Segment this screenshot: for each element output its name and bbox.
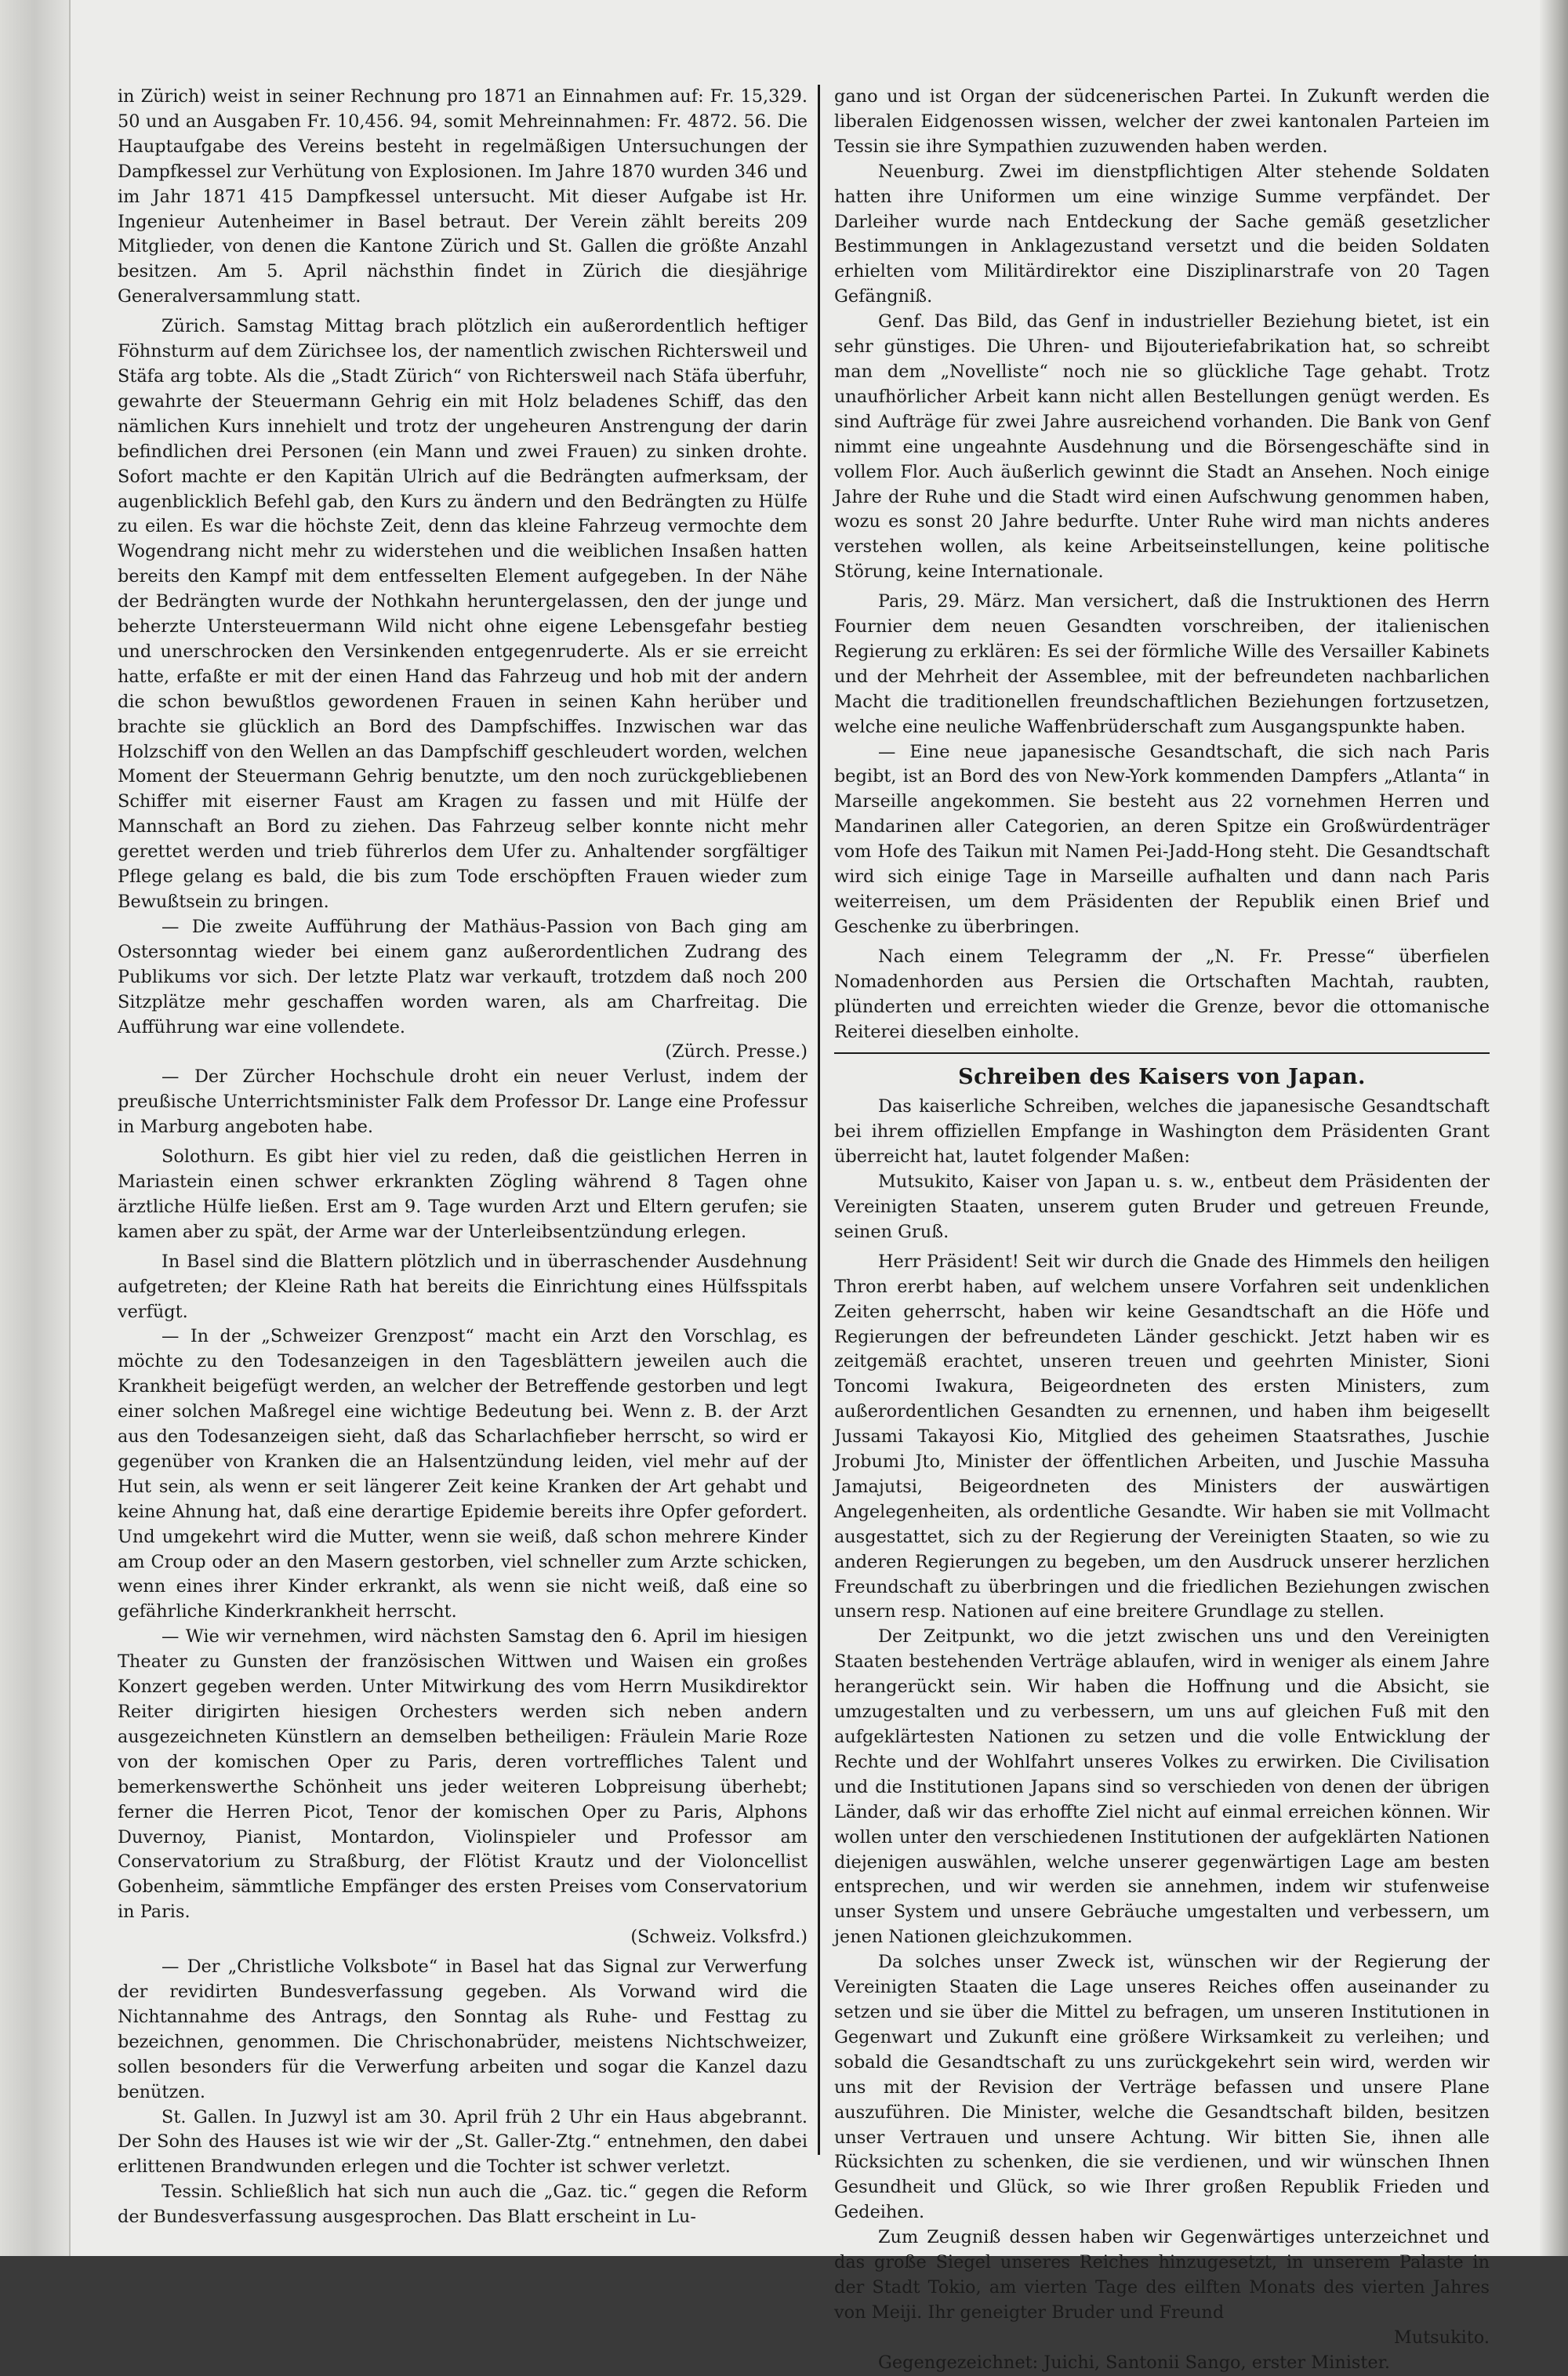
left-paragraph-11: Tessin. Schließlich hat sich nun auch die „Gaz. tic.“ gegen die Reform der Bundesverfassung ausgesprochen. Das Blatt erscheint in Lu- — [118, 2182, 808, 2228]
right-paragraph-3: Genf. Das Bild, das Genf in industrieller Beziehung bietet, ist ein sehr günstiges. Die Uhren- und Bijouteriefabrikation hat, so schreibt man dem „Novelliste“ noch nie so glückliche Tage gehabt. Trotz unaufhörlicher Arbeit kann nicht allen Bestellungen genügt werden. Es sind Aufträge für zwei Jahre ausreichend vorhanden. Die Bank von Genf nimmt eine ungeahnte Ausdehnung und die Börsengeschäfte sind in vollem Flor. Auch äußerlich gewinnt die Stadt an Ansehen. Noch einige Jahre der Ruhe und die Stadt wird einen Aufschwung genommen haben, wozu es sonst 20 Jahre bedurfte. Unter Ruhe wird man nichts anderes verstehen wollen, als keine Arbeitseinstellungen, keine politische Störung, keine Internationale. — [834, 311, 1490, 583]
left-paragraph-4: — Der Zürcher Hochschule droht ein neuer Verlust, indem der preußische Unterrichtsminister Falk dem Professor Dr. Lange eine Professur in Marburg angeboten habe. — [118, 1066, 808, 1138]
right-paragraph-6: Nach einem Telegramm der „N. Fr. Presse“ überfielen Nomadenhorden aus Persien die Ortschaften Machtah, raubten, plünderten und erreichten wieder die Grenze, bevor die ottomanische Reiterei dieselben einholte. — [834, 946, 1490, 1042]
left-paragraph-9: — Der „Christliche Volksbote“ in Basel hat das Signal zur Verwerfung der revidirten Bundesverfassung gegeben. Als Vorwand wird die Nichtannahme des Antrags, den Sonntag als Ruhe- und Festtag zu bezeichnen, genommen. Die Chrischonabrüder, meistens Nichtschweizer, sollen besonders für die Verwerfung arbeiten und sogar die Kanzel dazu benützen. — [118, 1956, 808, 2102]
right-paragraph-2: Neuenburg. Zwei im dienstpflichtigen Alter stehende Soldaten hatten ihre Uniformen um eine winzige Summe verpfändet. Der Darleiher wurde nach Entdeckung der Sache gemäß gesetzlicher Bestimmungen in Anklagezustand versetzt und die beiden Soldaten erhielten vom Militärdirektor eine Disziplinarstrafe von 20 Tagen Gefängniß. — [834, 161, 1490, 307]
letter-intro: Das kaiserliche Schreiben, welches die japanesische Gesandtschaft bei ihrem offiziellen Empfange in Washington dem Präsidenten Grant überreicht hat, lautet folgender Maßen: — [834, 1096, 1490, 1168]
left-paragraph-10: St. Gallen. In Juzwyl ist am 30. April früh 2 Uhr ein Haus abgebrannt. Der Sohn des Hauses ist wie wir der „St. Galler-Ztg.“ entnehmen, den dabei erlittenen Brandwunden erlegen und die Tochter ist schwer verletzt. — [118, 2106, 808, 2178]
letter-signature: Mutsukito. — [1393, 2327, 1490, 2348]
left-paragraph-5: Solothurn. Es gibt hier viel zu reden, daß die geistlichen Herren in Mariastein einen schwer erkrankten Zögling während 8 Tagen ohne ärztliche Hülfe ließen. Erst am 9. Tage wurden Arzt und Eltern gerufen; sie kamen aber zu spät, der Arme war der Unterleibsentzündung erlegen. — [118, 1146, 808, 1242]
letter-body-1: Herr Präsident! Seit wir durch die Gnade des Himmels den heiligen Thron ererbt haben, auf welchem unsere Vorfahren seit undenklichen Zeiten geherrscht, haben wir keine Gesandtschaft an die Höfe und Regierungen der befreundeten Länder geschickt. Jetzt haben wir es zeitgemäß erachtet, unseren treuen und geehrten Minister, Sioni Toncomi Iwakura, Beigeordneten des ersten Ministers, zum außerordentlichen Gesandten zu ernennen, und haben ihm beigesellt Jussami Takayosi Kio, Mitglied des geheimen Staatsrathes, Juschie Jrobumi Jto, Minister der öffentlichen Arbeiten, und Juschie Massuha Jamajutsi, Beigeordneten des Ministers der auswärtigen Angelegenheiten, als ordentliche Gesandte. Wir haben sie mit Vollmacht ausgestattet, sich zu der Regierung der Vereinigten Staaten, so wie zu anderen Regierungen zu begeben, um den Ausdruck unserer herzlichen Freundschaft zu überbringen und die friedlichen Beziehungen zwischen unsern resp. Nationen auf eine breitere Grundlage zu stellen. — [834, 1251, 1490, 1622]
left-paragraph-1: in Zürich) weist in seiner Rechnung pro 1871 an Einnahmen auf: Fr. 15,329. 50 und an Ausgaben Fr. 10,456. 94, somit Mehreinnahmen: Fr. 4872. 56. Die Hauptaufgabe des Vereins besteht in regelmäßigen Untersuchungen der Dampfkessel zur Verhütung von Explosionen. Im Jahre 1870 wurden 346 und im Jahr 1871 415 Dampfkessel untersucht. Mit dieser Aufgabe ist Hr. Ingenieur Autenheimer in Basel betraut. Der Verein zählt bereits 209 Mitglieder, von denen die Kantone Zürich und St. Gallen die größte Anzahl besitzen. Am 5. April nächsthin findet in Zürich die diesjährige Generalversammlung statt. — [118, 86, 808, 307]
letter-countersign: Gegengezeichnet: Juichi, Santonii Sango, erster Minister. — [878, 2352, 1391, 2373]
letter-closing: Zum Zeugniß dessen haben wir Gegenwärtiges unterzeichnet und das große Siegel unseres Reiches hinzugesetzt, in unserem Palaste in der Stadt Tokio, am vierten Tage des eilften Monats des vierten Jahres von Meiji. Ihr geneigter Bruder und Freund — [834, 2227, 1490, 2323]
left-column — [118, 85, 808, 2233]
right-paragraph-5: — Eine neue japanesische Gesandtschaft, die sich nach Paris begibt, ist an Bord des von New-York kommenden Dampfers „Atlanta“ in Marseille angekommen. Sie besteht aus 22 vornehmen Herren und Mandarinen aller Categorien, an deren Spitze ein Großwürdenträger vom Hofe des Taikun mit Namen Pei-Jadd-Hong steht. Die Gesandtschaft wird sich einige Tage in Marseille aufhalten und dann nach Paris weiterreisen, um dem Präsidenten der Republik einen Brief und Geschenke zu überbringen. — [834, 741, 1490, 937]
right-paragraph-1: gano und ist Organ der südcenerischen Partei. In Zukunft werden die liberalen Eidgenossen wissen, welcher der zwei kantonalen Parteien im Tessin sie ihre Sympathien zuzuwenden haben werden. — [834, 86, 1490, 157]
right-column — [834, 85, 1490, 2373]
left-paragraph-3: — Die zweite Aufführung der Mathäus-Passion von Bach ging am Ostersonntag wieder bei einem ganz außerordentlichen Zudrang des Publikums vor sich. Der letzte Platz war verkauft, trotzdem daß noch 200 Sitzplätze mehr geschaffen worden waren, als am Charfreitag. Die Aufführung war eine vollendete. — [118, 916, 808, 1037]
left-paragraph-8: — Wie wir vernehmen, wird nächsten Samstag den 6. April im hiesigen Theater zu Gunsten der französischen Wittwen und Waisen ein großes Konzert gegeben werden. Unter Mitwirkung des vom Herrn Musikdirektor Reiter dirigirten hiesigen Orchesters werden sich neben andern ausgezeichneten Künstlern an demselben betheiligen: Fräulein Marie Roze von der komischen Oper zu Paris, deren vortreffliches Talent und bemerkenswerthe Schönheit uns jeder weiteren Lobpreisung überhebt; ferner die Herren Picot, Tenor der komischen Oper zu Paris, Alphons Duvernoy, Pianist, Montardon, Violinspieler und Professor am Conservatorium zu Straßburg, der Flötist Krautz und der Violoncellist Gobenheim, sämmtliche Empfänger des ersten Preises vom Conservatorium in Paris. — [118, 1626, 808, 1923]
left-paragraph-7: — In der „Schweizer Grenzpost“ macht ein Arzt den Vorschlag, es möchte zu den Todesanzeigen in den Tagesblättern jeweilen auch die Krankheit beigefügt werden, an welcher der Betreffende gestorben und legt einer solchen Maßregel eine wichtige Bedeutung bei. Wenn z. B. der Arzt aus den Todesanzeigen sieht, daß das Scharlachfieber herrscht, so wird er gegenüber von Kranken die an Halsentzündung leiden, viel mehr auf der Hut sein, als wenn er seit längerer Zeit keine Kranken der Art gehabt und keine Ahnung hat, daß eine derartige Epidemie bereits ihre Opfer gefordert. Und umgekehrt wird die Mutter, wenn sie weiß, daß schon mehrere Kinder am Croup oder an den Masern gestorben, viel schneller zum Arzte schicken, wenn eines ihrer Kinder erkrankt, als wenn sie nicht weiß, daß eine so gefährliche Kinderkrankheit herrscht. — [118, 1326, 808, 1622]
article-heading: Schreiben des Kaisers von Japan. — [958, 1065, 1366, 1090]
left-source-2: (Schweiz. Volksfrd.) — [630, 1927, 808, 1948]
right-paragraph-4: Paris, 29. März. Man versichert, daß die Instruktionen des Herrn Fournier dem neuen Gesandten vorschreiben, der italienischen Regierung zu erklären: Es sei der förmliche Wille des Versailler Kabinets und der Mehrheit der Assemblee, mit der befreundeten nachbarlichen Macht die traditionellen freundschaftlichen Beziehungen fortzusetzen, welche eine neuliche Waffenbrüderschaft zum Ausgangspunkte haben. — [834, 591, 1490, 737]
letter-body-2: Der Zeitpunkt, wo die jetzt zwischen uns und den Vereinigten Staaten bestehenden Verträge ablaufen, wird in weniger als einem Jahre herangerückt sein. Wir haben die Hoffnung und die Absicht, sie umzugestalten und zu verbessern, um uns auf gleichen Fuß mit den aufgeklärtesten Nationen zu setzen und die volle Entwicklung der Rechte und der Wohlfahrt unseres Volkes zu erwirken. Die Civilisation und die Institutionen Japans sind so verschieden von denen der übrigen Länder, daß wir das erhoffte Ziel nicht auf einmal erreichen können. Wir wollen unter den verschiedenen Institutionen der aufgeklärten Nationen diejenigen auswählen, welche unserer gegenwärtigen Lage am besten entsprechen, und wir werden sie annehmen, indem wir stufenweise unser System und unsere Gebräuche umgestalten und verbessern, um jenen Nationen gleichzukommen. — [834, 1626, 1490, 1948]
left-paragraph-6: In Basel sind die Blattern plötzlich und in überraschender Ausdehnung aufgetreten; der Kleine Rath hat bereits die Einrichtung eines Hülfsspitals verfügt. — [118, 1251, 808, 1322]
left-source-1: (Zürch. Presse.) — [665, 1041, 808, 1063]
section-rule — [834, 1052, 1490, 1054]
left-paragraph-2: Zürich. Samstag Mittag brach plötzlich ein außerordentlich heftiger Föhnsturm auf dem Zürichsee los, der namentlich zwischen Richtersweil und Stäfa arg tobte. Als die „Stadt Zürich“ von Richtersweil nach Stäfa überfuhr, gewahrte der Steuermann Gehrig ein mit Holz beladenes Schiff, das den nämlichen Kurs innehielt und trotz der ungeheuren Anstrengung der darin befindlichen drei Personen (ein Mann und zwei Frauen) zu sinken drohte. Sofort machte er den Kapitän Ulrich auf die Bedrängten aufmerksam, der augenblicklich Befehl gab, den Kurs zu ändern und den Bedrängten zu Hülfe zu eilen. Es war die höchste Zeit, denn das kleine Fahrzeug vermochte dem Wogendrang nicht mehr zu widerstehen und die weiblichen Insaßen hatten bereits den Kampf mit dem entfesselten Element aufgegeben. In der Nähe der Bedrängten wurde der Nothkahn heruntergelassen, den der junge und beherzte Untersteuermann Wild nicht ohne eigene Lebensgefahr bestieg und unerschrocken den Versinkenden entgegenruderte. Als er sie erreicht hatte, erfaßte er mit der einen Hand das Fahrzeug und hob mit der andern die schon bewußtlos gewordenen Frauen in seinen Kahn herüber und brachte sie glücklich an Bord des Dampfschiffes. Inzwischen war das Holzschiff von den Wellen an das Dampfschiff geschleudert worden, welchen Moment der Steuermann Gehrig benutzte, um den noch zurückgebliebenen Schiffer mit eiserner Faust am Kragen zu fassen und mit Hülfe der Mannschaft an Bord zu ziehen. Das Fahrzeug selber konnte nicht mehr gerettet werden und trieb führerlos dem Ufer zu. Anhaltender sorgfältiger Pflege gelang es bald, die bis zum Tode erschöpften Frauen wieder zum Bewußtsein zu bringen. — [118, 316, 808, 912]
letter-body-3: Da solches unser Zweck ist, wünschen wir der Regierung der Vereinigten Staaten die Lage unseres Reiches offen auseinander zu setzen und sie über die Mittel zu befragen, um unseren Institutionen in Gegenwart und Zukunft eine größere Wirksamkeit zu verleihen; und sobald die Gesandtschaft zu uns zurückgekehrt sein wird, werden wir uns mit der Revision der Verträge befassen und unsere Plane auszuführen. Die Minister, welche die Gesandtschaft bilden, besitzen unser Vertrauen und unsere Achtung. Wir bitten Sie, ihnen alle Rücksichten zu schenken, die sie verdienen, und wir wünschen Ihnen Gesundheit und Glück, so wie Ihrer großen Republik Frieden und Gedeihen. — [834, 1952, 1490, 2223]
page-edge — [1540, 0, 1568, 2256]
column-divider — [818, 85, 820, 2155]
letter-salutation-line: Mutsukito, Kaiser von Japan u. s. w., entbeut dem Präsidenten der Vereinigten Staaten, unserem guten Bruder und getreuen Freunde, seinen Gruß. — [834, 1172, 1490, 1242]
binding-edge — [0, 0, 71, 2256]
